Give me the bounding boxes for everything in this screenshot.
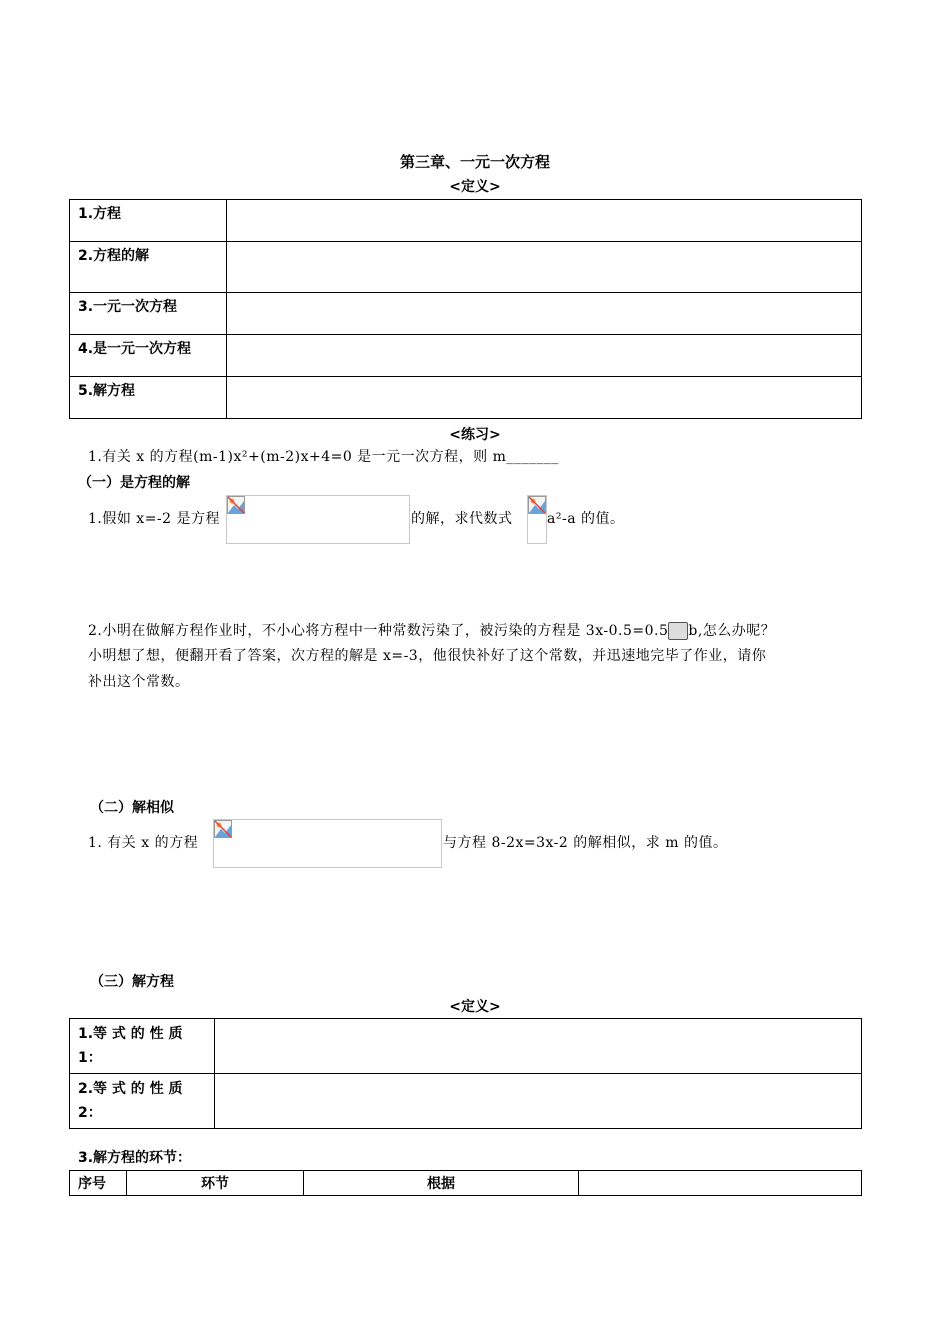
equation-image [213,819,442,868]
column-header-step: 环节 [127,1171,304,1196]
property-answer-cell[interactable] [215,1019,862,1074]
section-1-q1-part-c: a²-a 的值。 [547,511,625,527]
section-2-heading: （二）解相似 [90,800,174,816]
section-1-q2-line-1-end: b,怎么办呢？ [688,623,776,639]
table-header-row [70,1171,862,1196]
table-row [70,242,862,293]
def-answer-cell[interactable] [227,377,862,419]
def-answer-cell[interactable] [227,335,862,377]
def-answer-cell[interactable] [227,293,862,335]
stained-constant-box [668,622,688,640]
def-label: 4.是一元一次方程 [70,335,227,377]
broken-image-icon [214,820,232,838]
section-2-q1-part-b: 与方程 8-2x=3x-2 的解相似，求 m 的值。 [443,835,728,851]
practice-heading: <练习> [449,427,501,443]
steps-heading: 3.解方程的环节： [78,1150,192,1166]
section-1-q2-line-2: 小明想了想，便翻开看了答案，次方程的解是 x=-3，他很快补好了这个常数，并迅速地完毕了作业，请你 [88,648,767,664]
def-label: 5.解方程 [70,377,227,419]
table-row [70,1019,862,1074]
def-answer-cell[interactable] [227,242,862,293]
definition-heading: <定义> [449,179,501,195]
equation-image [226,495,410,544]
column-header-basis: 根据 [304,1171,579,1196]
broken-image-icon [528,496,546,514]
def-label: 3.一元一次方程 [70,293,227,335]
section-1-q1-part-a: 1.假如 x=-2 是方程 [88,511,221,527]
solving-steps-table [69,1170,862,1196]
expression-image [527,495,547,544]
property-label: 1.等 式 的 性 质 1： [70,1019,215,1074]
column-header-extra [579,1171,862,1196]
column-header-index: 序号 [70,1171,127,1196]
table-row [70,1074,862,1129]
section-1-q2-line-1 [88,618,775,645]
table-row [70,335,862,377]
def-label: 2.方程的解 [70,242,227,293]
section-3-definition-heading: <定义> [449,999,501,1015]
definition-table [69,199,862,419]
practice-question-1: 1.有关 x 的方程(m-1)x²+(m-2)x+4=0 是一元一次方程，则 m_______ [88,449,559,465]
def-answer-cell[interactable] [227,200,862,242]
page-title: 第三章、一元一次方程 [399,153,550,171]
property-answer-cell[interactable] [215,1074,862,1129]
section-2-q1-part-a: 1. 有关 x 的方程 [88,835,199,851]
property-label: 2.等 式 的 性 质 2： [70,1074,215,1129]
section-1-q2-line-3: 补出这个常数。 [88,674,190,690]
table-row [70,293,862,335]
section-1-q2-line-1-text: 2.小明在做解方程作业时，不小心将方程中一种常数污染了，被污染的方程是 3x-0.5=0.5 [88,623,669,639]
section-1-q1-part-b: 的解，求代数式 [411,511,513,527]
equality-properties-table [69,1018,862,1129]
table-row [70,200,862,242]
def-label: 1.方程 [70,200,227,242]
section-1-heading: （一）是方程的解 [78,475,190,491]
broken-image-icon [227,496,245,514]
section-3-heading: （三）解方程 [90,974,174,990]
table-row [70,377,862,419]
